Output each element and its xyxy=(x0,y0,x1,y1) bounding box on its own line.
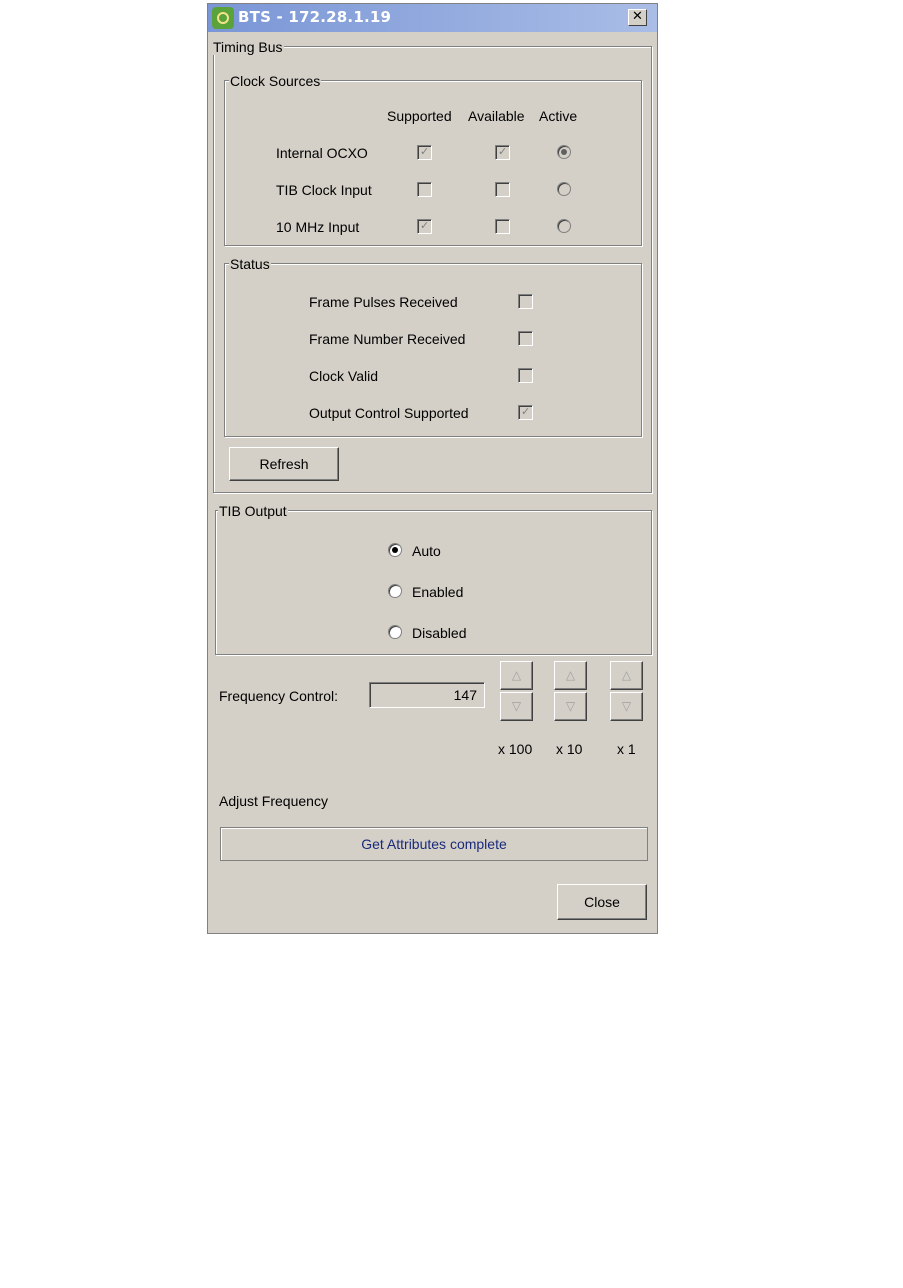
freq-down-x1-button[interactable]: ▽ xyxy=(610,692,643,721)
clock-row-label: 10 MHz Input xyxy=(276,219,360,235)
tib-output-label-enabled[interactable]: Enabled xyxy=(412,584,464,600)
step-label-x10: x 10 xyxy=(556,741,583,757)
status-checkbox-frame-number xyxy=(518,331,533,346)
col-header-supported: Supported xyxy=(387,108,452,124)
available-checkbox-internal-ocxo xyxy=(495,145,510,160)
col-header-available: Available xyxy=(468,108,525,124)
freq-down-x10-button[interactable]: ▽ xyxy=(554,692,587,721)
available-checkbox-10mhz xyxy=(495,219,510,234)
status-label-clock-valid: Clock Valid xyxy=(309,368,378,384)
tib-output-legend: TIB Output xyxy=(219,503,287,519)
freq-up-x1-button[interactable]: △ xyxy=(610,661,643,690)
clock-row-label: Internal OCXO xyxy=(276,145,368,161)
adjust-frequency-label: Adjust Frequency xyxy=(219,793,328,809)
status-checkbox-frame-pulses xyxy=(518,294,533,309)
clock-sources-legend: Clock Sources xyxy=(230,73,321,89)
col-header-active: Active xyxy=(539,108,578,124)
window-title: BTS - 172.28.1.19 xyxy=(238,8,392,26)
step-label-x1: x 1 xyxy=(617,741,636,757)
clock-row-label: TIB Clock Input xyxy=(276,182,372,198)
status-legend: Status xyxy=(230,256,270,272)
freq-up-x100-button[interactable]: △ xyxy=(500,661,533,690)
timing-bus-group xyxy=(213,39,652,493)
step-label-x100: x 100 xyxy=(498,741,533,757)
window-close-button[interactable]: ✕ xyxy=(628,9,647,26)
frequency-value-field: 147 xyxy=(369,682,485,708)
bts-dialog-window xyxy=(207,3,658,934)
status-checkbox-clock-valid xyxy=(518,368,533,383)
tib-output-label-auto[interactable]: Auto xyxy=(412,543,441,559)
check-mark: ✓ xyxy=(420,220,430,232)
timing-bus-legend: Timing Bus xyxy=(213,39,283,55)
freq-up-x10-button[interactable]: △ xyxy=(554,661,587,690)
available-checkbox-tib-clock xyxy=(495,182,510,197)
status-message-bar: Get Attributes complete xyxy=(220,827,648,861)
check-mark: ✓ xyxy=(498,146,508,158)
check-mark: ✓ xyxy=(521,406,531,418)
status-group xyxy=(224,256,642,437)
frequency-control-label: Frequency Control: xyxy=(219,688,339,704)
clock-sources-group xyxy=(224,73,642,246)
supported-checkbox-10mhz xyxy=(417,219,432,234)
refresh-button[interactable]: Refresh xyxy=(229,447,339,481)
check-mark: ✓ xyxy=(420,146,430,158)
title-bar[interactable] xyxy=(208,4,657,32)
supported-checkbox-internal-ocxo xyxy=(417,145,432,160)
close-button[interactable]: Close xyxy=(557,884,647,920)
active-radio-internal-ocxo xyxy=(557,145,571,159)
app-icon xyxy=(212,7,234,29)
status-label-output-control: Output Control Supported xyxy=(309,405,469,421)
active-radio-tib-clock xyxy=(557,182,571,196)
supported-checkbox-tib-clock xyxy=(417,182,432,197)
tib-output-radio-auto[interactable] xyxy=(388,543,402,557)
status-checkbox-output-control xyxy=(518,405,533,420)
tib-output-radio-disabled[interactable] xyxy=(388,625,402,639)
status-label-frame-number: Frame Number Received xyxy=(309,331,466,347)
tib-output-group xyxy=(215,503,652,655)
tib-output-radio-enabled[interactable] xyxy=(388,584,402,598)
tib-output-label-disabled[interactable]: Disabled xyxy=(412,625,467,641)
status-label-frame-pulses: Frame Pulses Received xyxy=(309,294,458,310)
active-radio-10mhz xyxy=(557,219,571,233)
freq-down-x100-button[interactable]: ▽ xyxy=(500,692,533,721)
